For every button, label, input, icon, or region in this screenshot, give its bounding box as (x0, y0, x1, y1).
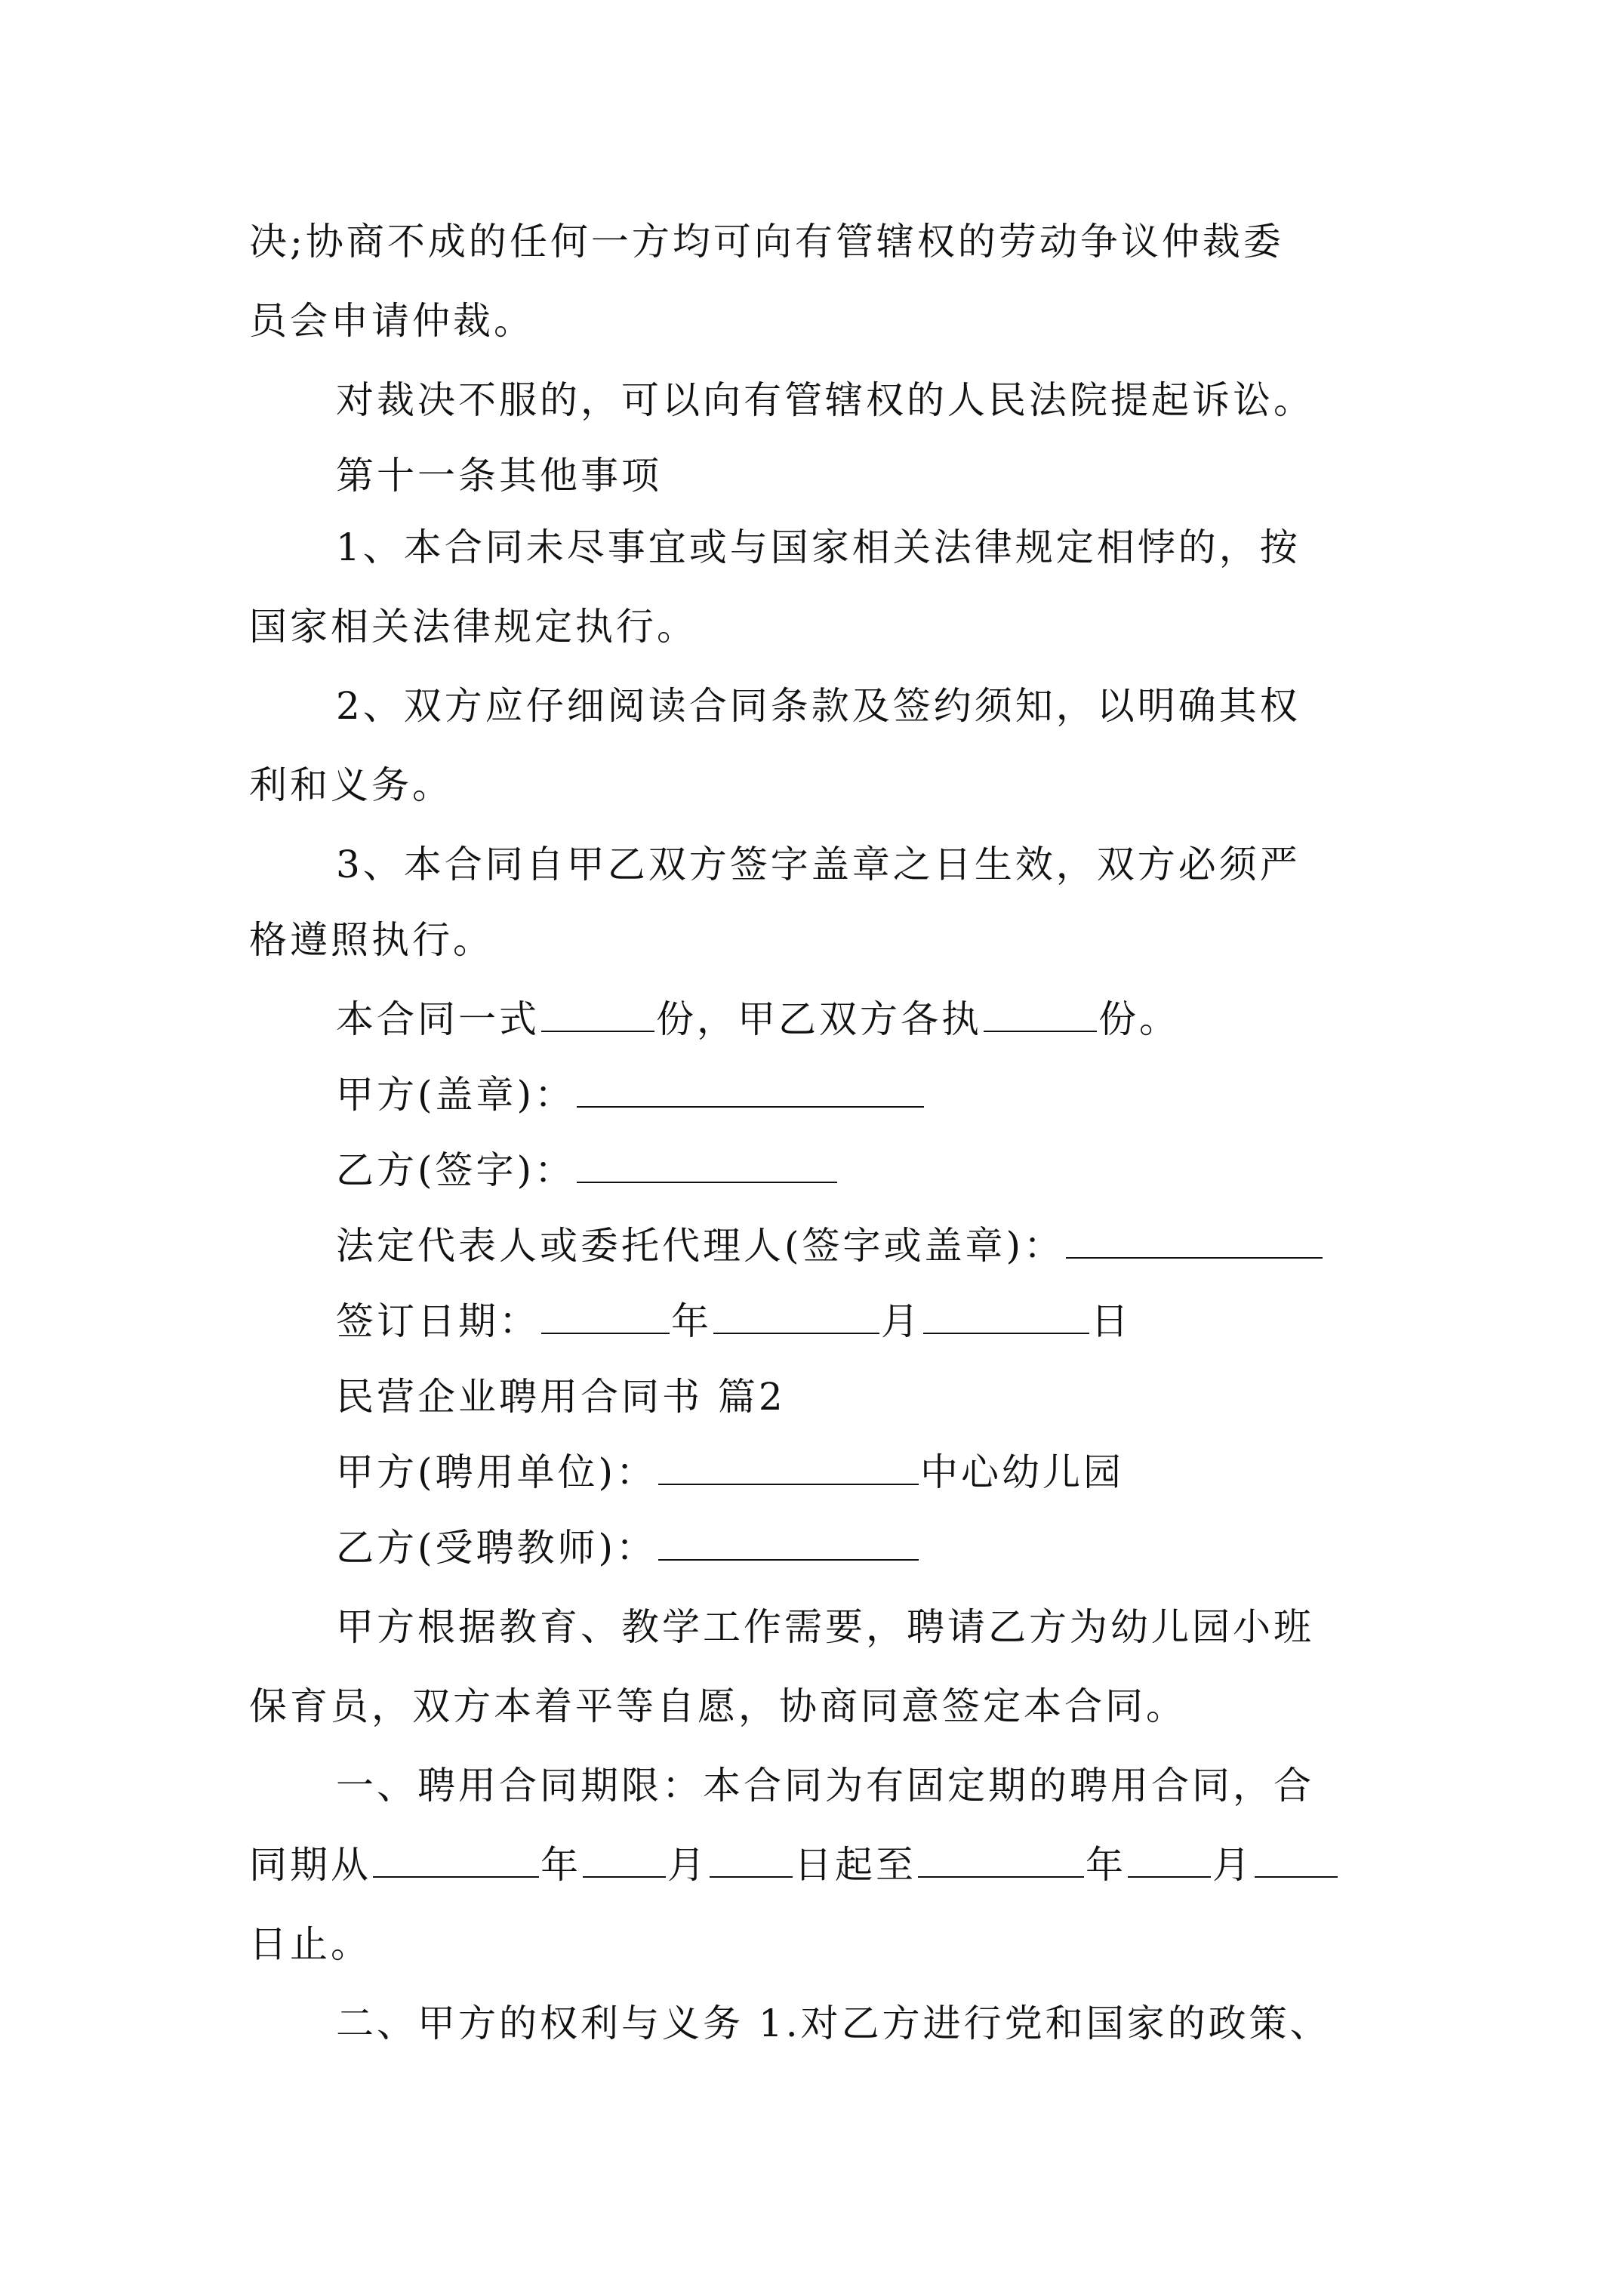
employer-suffix: 中心幼儿园 (920, 1450, 1125, 1494)
employer-label: 甲方(聘用单位)： (336, 1450, 658, 1494)
paragraph-line: 一、聘用合同期限：本合同为有固定期的聘用合同，合 (336, 1764, 1314, 1808)
paragraph-line: 3、本合同自甲乙双方签字盖章之日生效，双方必须严 (336, 843, 1301, 886)
term-month2-label: 月 (1212, 1843, 1253, 1887)
representative-label: 法定代表人或委托代理人(签字或盖章)： (336, 1224, 1065, 1268)
paragraph-line: 利和义务。 (249, 763, 453, 807)
employer-blank[interactable] (658, 1450, 919, 1485)
term-start-day-blank[interactable] (710, 1843, 793, 1878)
copies-each-blank[interactable] (984, 997, 1097, 1032)
term-end-year-blank[interactable] (918, 1843, 1084, 1878)
employee-label: 乙方(受聘教师)： (336, 1526, 658, 1570)
party-a-seal-line (336, 1072, 925, 1117)
paragraph-line: 员会申请仲裁。 (249, 299, 534, 343)
term-start-month-blank[interactable] (583, 1843, 666, 1878)
sign-year-blank[interactable] (541, 1299, 670, 1334)
paragraph-line: 国家相关法律规定执行。 (249, 605, 698, 649)
party-b-sign-label: 乙方(签字)： (336, 1148, 576, 1192)
employee-line (336, 1525, 920, 1570)
employer-line (336, 1450, 1124, 1495)
sign-day-label: 日 (1091, 1299, 1132, 1343)
section-title: 民营企业聘用合同书 篇2 (336, 1375, 786, 1419)
paragraph-line: 日止。 (249, 1922, 371, 1966)
representative-blank[interactable] (1066, 1224, 1323, 1259)
copies-text-1: 本合同一式 (336, 997, 540, 1041)
party-a-seal-label: 甲方(盖章)： (336, 1073, 576, 1117)
representative-line (336, 1223, 1324, 1268)
paragraph-line: 二、甲方的权利与义务 1.对乙方进行党和国家的政策、 (336, 2002, 1331, 2045)
party-a-seal-blank[interactable] (577, 1073, 924, 1108)
copies-blank[interactable] (541, 997, 654, 1032)
party-b-sign-blank[interactable] (577, 1148, 837, 1183)
term-month-label: 月 (667, 1843, 708, 1887)
paragraph-line: 格遵照执行。 (249, 918, 494, 962)
employee-blank[interactable] (658, 1526, 919, 1561)
term-from-label: 日起至 (794, 1843, 916, 1887)
paragraph-line: 决;协商不成的任何一方均可向有管辖权的劳动争议仲裁委 (249, 220, 1284, 264)
sign-month-label: 月 (881, 1299, 922, 1343)
sign-year-label: 年 (671, 1299, 712, 1343)
party-b-sign-line (336, 1148, 839, 1193)
sign-date-line (336, 1299, 1132, 1344)
term-end-day-blank[interactable] (1255, 1843, 1338, 1878)
term-dates-line (249, 1842, 1339, 1888)
copies-line (336, 997, 1180, 1042)
sign-month-blank[interactable] (713, 1299, 879, 1334)
term-year-label: 年 (540, 1843, 581, 1887)
term-start-year-blank[interactable] (373, 1843, 539, 1878)
sign-date-label: 签订日期： (336, 1299, 540, 1343)
sign-day-blank[interactable] (923, 1299, 1089, 1334)
paragraph-line: 甲方根据教育、教学工作需要，聘请乙方为幼儿园小班 (336, 1605, 1314, 1649)
term-prefix: 同期从 (249, 1843, 371, 1887)
paragraph-line: 2、双方应仔细阅读合同条款及签约须知，以明确其权 (336, 684, 1301, 728)
copies-text-2: 份，甲乙双方各执 (656, 997, 982, 1041)
article-heading: 第十一条其他事项 (336, 454, 662, 498)
term-end-month-blank[interactable] (1128, 1843, 1211, 1878)
copies-text-3: 份。 (1098, 997, 1180, 1041)
paragraph-line: 对裁决不服的，可以向有管辖权的人民法院提起诉讼。 (336, 378, 1314, 422)
term-year2-label: 年 (1086, 1843, 1126, 1887)
paragraph-line: 保育员，双方本着平等自愿，协商同意签定本合同。 (249, 1684, 1187, 1728)
paragraph-line: 1、本合同未尽事宜或与国家相关法律规定相悖的，按 (336, 525, 1301, 569)
